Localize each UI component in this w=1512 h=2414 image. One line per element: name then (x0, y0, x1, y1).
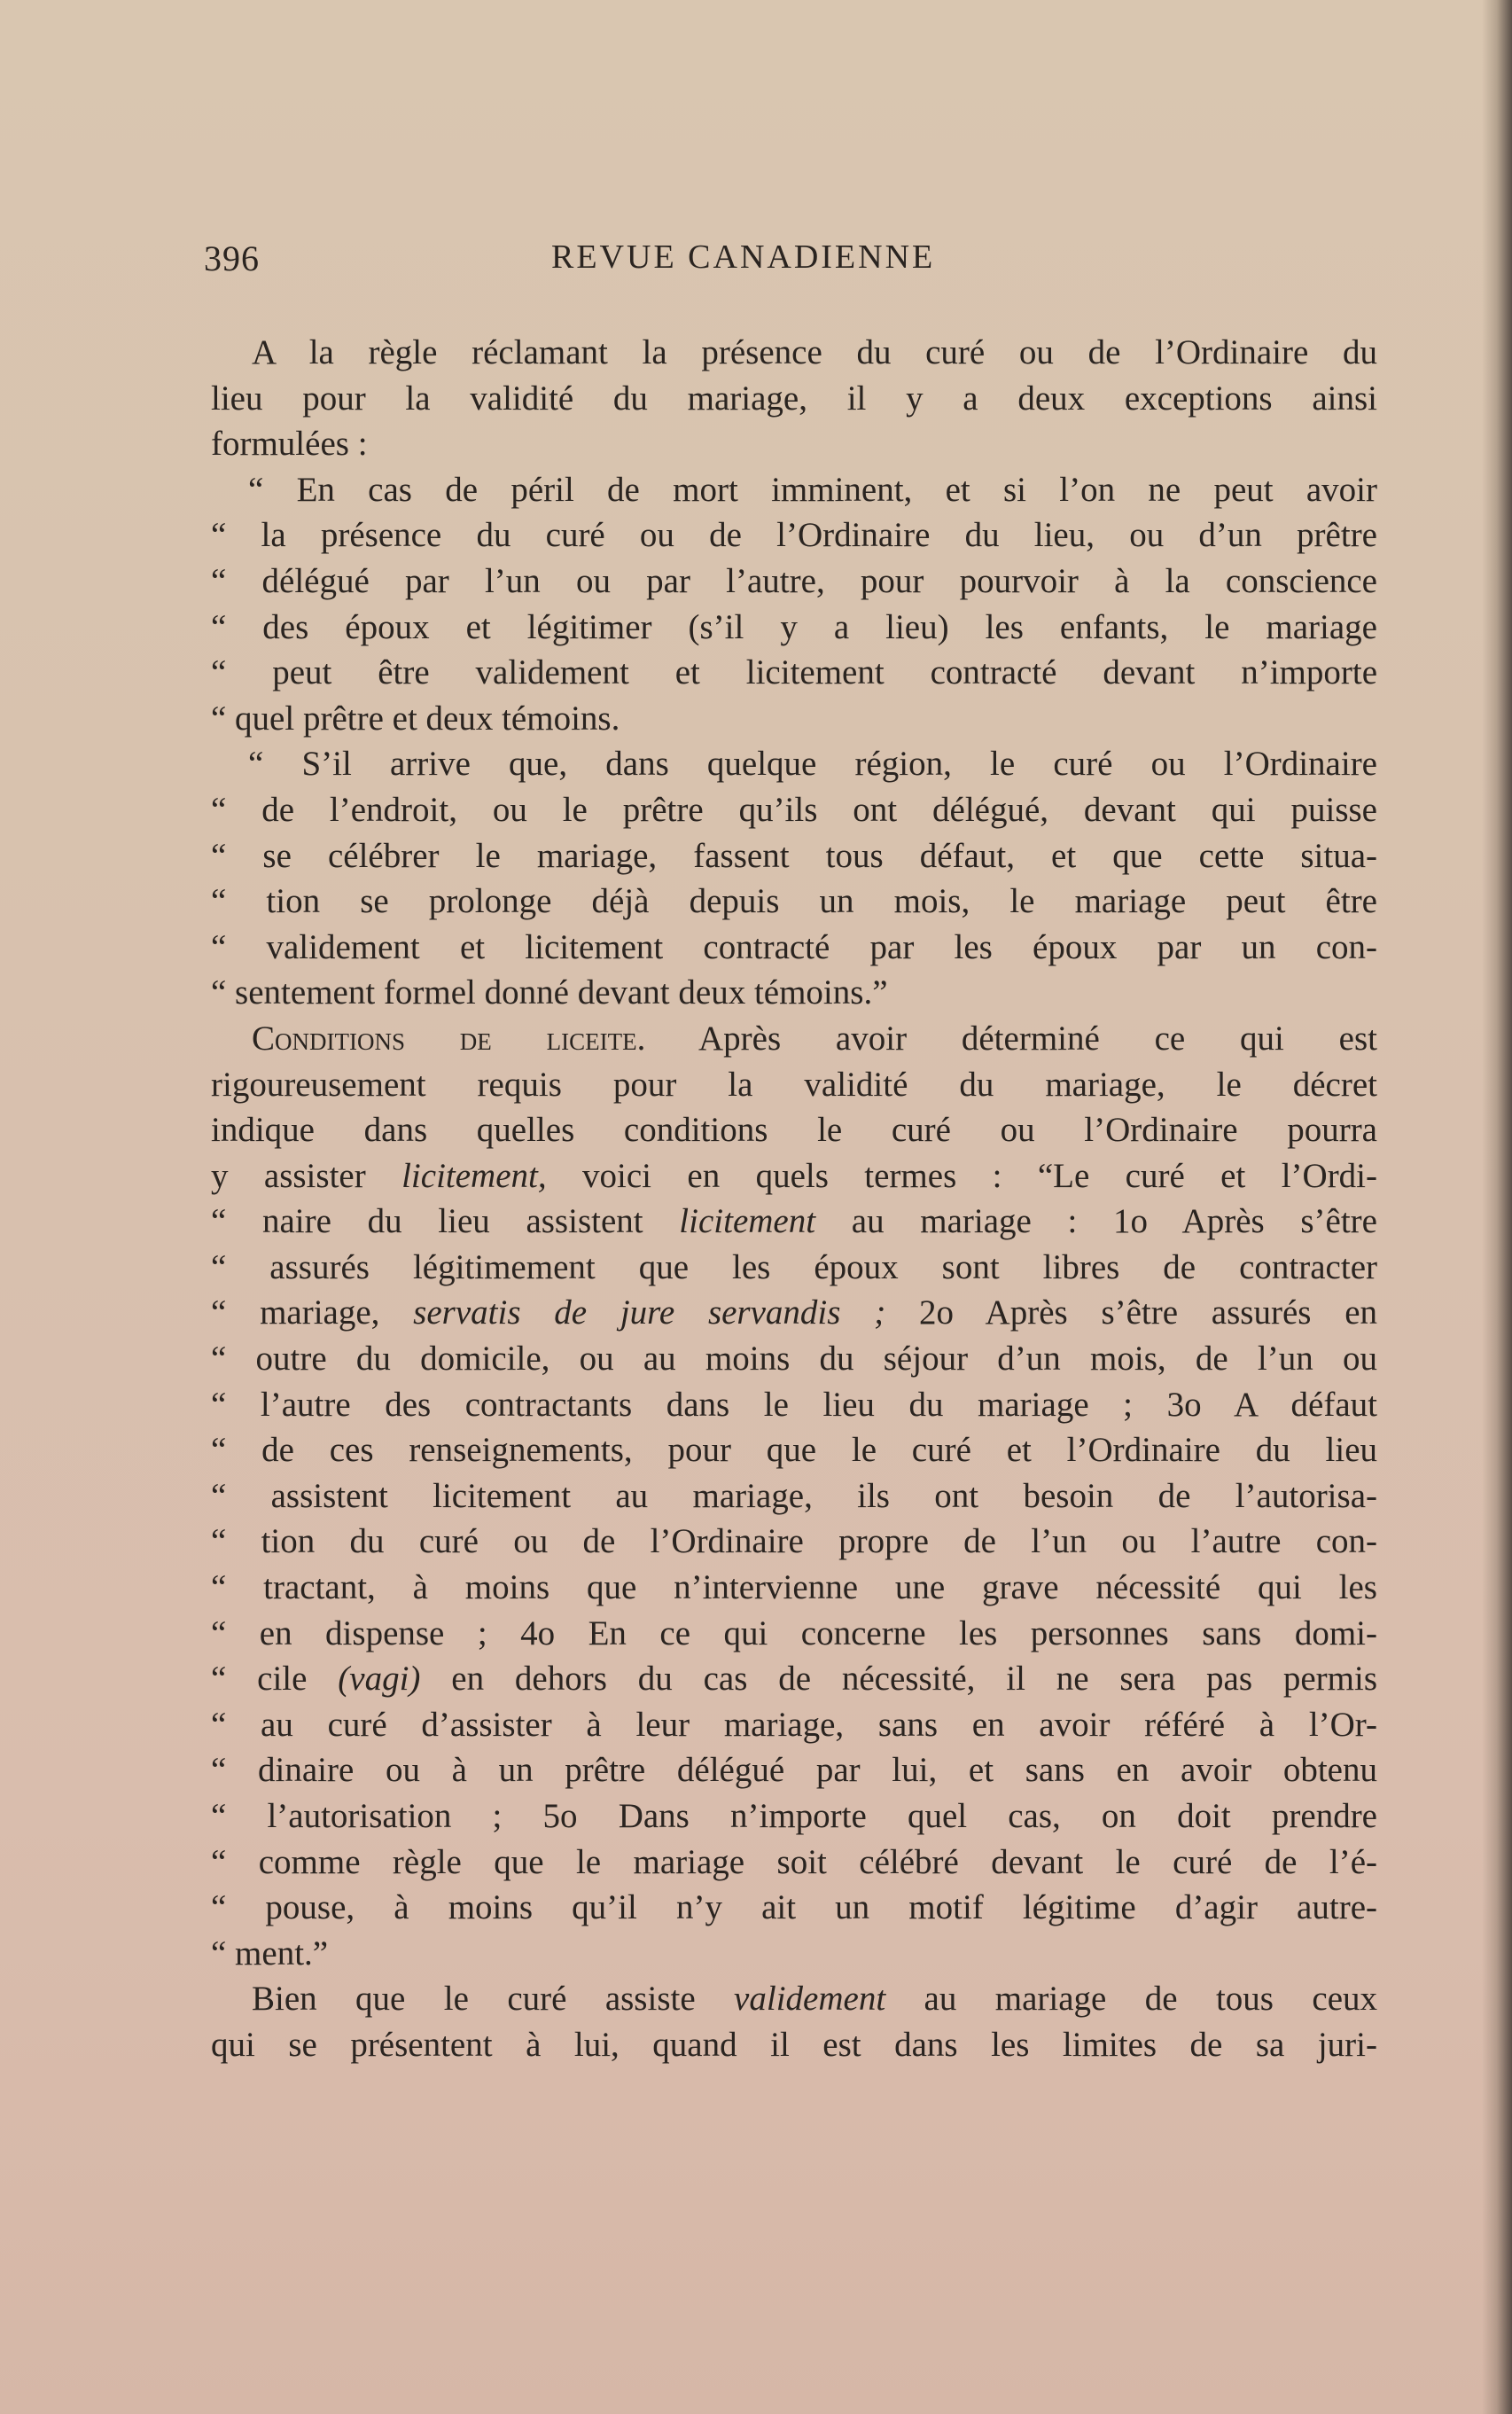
text-line: “ délégué par l’un ou par l’autre, pour pourvoir à la conscience (211, 561, 1377, 600)
text-segment: en dehors du cas de nécessité, il ne sera pas permis (420, 1660, 1377, 1699)
section-heading: Conditions de liceite. (252, 1019, 646, 1058)
text-line: “ de l’endroit, ou le prêtre qu’ils ont délégué, devant qui puisse (211, 790, 1377, 829)
text-segment: y assister (211, 1156, 402, 1195)
text-line: formulées : (211, 425, 368, 464)
text-line: “ En cas de péril de mort imminent, et si l’on ne peut avoir (248, 470, 1377, 509)
text-line: indique dans quelles conditions le curé ou l’Ordinaire pourra (211, 1111, 1377, 1150)
text-line: “ en dispense ; 4o En ce qui concerne les personnes sans domi- (211, 1613, 1377, 1652)
italic-segment: licitement, (401, 1156, 547, 1195)
italic-segment: licitement (679, 1202, 816, 1241)
text-line: “ tion du curé ou de l’Ordinaire propre de l’un ou l’autre con- (211, 1522, 1377, 1561)
text-segment: 2o Après s’être assurés en (885, 1293, 1378, 1332)
text-line (211, 1153, 1377, 1199)
italic-segment: validement (734, 1980, 886, 2019)
text-line: “ de ces renseignements, pour que le curé et l’Ordinaire du lieu (211, 1431, 1377, 1470)
page-header (204, 238, 1030, 291)
text-segment: au mariage de tous ceux (885, 1980, 1377, 2019)
text-segment: “ naire du lieu assistent (211, 1202, 680, 1241)
text-line: “ sentement formel donné devant deux témoins.” (211, 973, 888, 1012)
text-line: “ la présence du curé ou de l’Ordinaire du lieu, ou d’un prêtre (211, 516, 1377, 555)
text-line (211, 1290, 1377, 1336)
text-segment: Bien que le curé assiste (252, 1980, 735, 2019)
text-line: “ dinaire ou à un prêtre délégué par lui, et sans en avoir obtenu (211, 1751, 1377, 1790)
text-line: “ peut être validement et licitement contracté devant n’importe (211, 653, 1377, 692)
text-line: “ l’autorisation ; 5o Dans n’importe quel cas, on doit prendre (211, 1797, 1377, 1835)
italic-segment: (vagi) (338, 1660, 421, 1699)
conditions-line (211, 1016, 1377, 1062)
text-line: “ se célébrer le mariage, fassent tous défaut, et que cette situa- (211, 836, 1377, 875)
text-line: qui se présentent à lui, quand il est dans les limites de sa juri- (211, 2025, 1377, 2064)
text-line: “ tion se prolonge déjà depuis un mois, le mariage peut être (211, 882, 1377, 921)
text-line: “ ment.” (211, 1934, 329, 1973)
text-line: “ comme règle que le mariage soit célébré devant le curé de l’é- (211, 1842, 1377, 1881)
text-line: rigoureusement requis pour la validité du mariage, le décret (211, 1065, 1377, 1104)
text-line: “ validement et licitement contracté par les époux par un con- (211, 927, 1377, 966)
text-line (211, 1656, 1377, 1702)
text-line: “ assurés légitimement que les époux sont libres de contracter (211, 1247, 1377, 1286)
text-segment: “ mariage, (211, 1293, 414, 1332)
text-line: “ S’il arrive que, dans quelque région, le curé ou l’Ordinaire (248, 745, 1377, 784)
text-segment: au mariage : 1o Après s’être (815, 1202, 1377, 1241)
text-line: “ quel prêtre et deux témoins. (211, 699, 620, 738)
body-text (211, 330, 1377, 2068)
text-line: “ au curé d’assister à leur mariage, sans en avoir référé à l’Or- (211, 1705, 1377, 1744)
text-line: “ outre du domicile, ou au moins du séjour d’un mois, de l’un ou (211, 1340, 1377, 1379)
text-line: “ tractant, à moins que n’intervienne une grave nécessité qui les (211, 1568, 1377, 1607)
text-segment: Après avoir déterminé ce qui est (645, 1019, 1378, 1058)
page-edge-shadow (1482, 0, 1512, 2414)
text-line: “ l’autre des contractants dans le lieu du mariage ; 3o A défaut (211, 1385, 1377, 1424)
running-title: REVUE CANADIENNE (551, 238, 936, 276)
text-line: “ des époux et légitimer (s’il y a lieu) les enfants, le mariage (211, 607, 1377, 646)
text-line: A la règle réclamant la présence du curé ou de l’Ordinaire du (252, 333, 1377, 371)
text-line: “ pouse, à moins qu’il n’y ait un motif légitime d’agir autre- (211, 1888, 1377, 1927)
text-segment: “ cile (211, 1660, 339, 1699)
text-line (211, 1976, 1377, 2022)
page-number: 396 (204, 238, 260, 278)
italic-segment: servatis de jure servandis ; (413, 1293, 886, 1332)
text-line (211, 1199, 1377, 1245)
text-line: “ assistent licitement au mariage, ils ont besoin de l’autorisa- (211, 1476, 1377, 1515)
text-line: lieu pour la validité du mariage, il y a deux exceptions ainsi (211, 379, 1377, 418)
text-segment: voici en quels termes : “Le curé et l’Ordi- (546, 1156, 1378, 1195)
